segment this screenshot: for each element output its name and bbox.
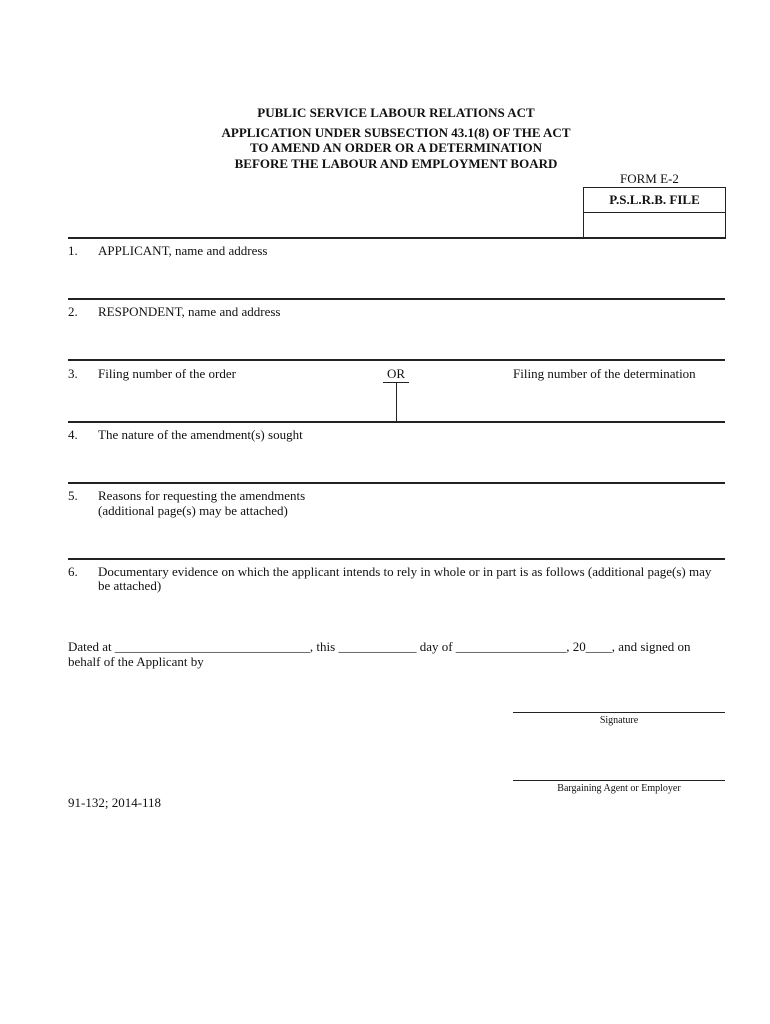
respondent-label: RESPONDENT, name and address — [98, 304, 281, 319]
order-filing-field[interactable] — [98, 385, 378, 419]
dated-line: Dated at ______________________________, this ____________ day of _________________, 20____, and signed on — [68, 639, 691, 654]
or-label: OR — [387, 366, 406, 381]
reasons-note: (additional page(s) may be attached) — [98, 503, 288, 518]
divider-3 — [68, 359, 725, 361]
application-title: APPLICATION UNDER SUBSECTION 43.1(8) OF THE ACT — [221, 125, 571, 140]
divider-5 — [68, 482, 725, 484]
file-number-label: P.S.L.R.B. FILE — [584, 188, 725, 213]
section-1-number: 1. — [68, 243, 78, 258]
divider-4 — [68, 421, 725, 423]
applicant-label: APPLICANT, name and address — [98, 243, 268, 258]
reasons-field[interactable] — [98, 522, 725, 556]
section-5-number: 5. — [68, 488, 78, 503]
applicant-field[interactable] — [98, 262, 725, 296]
determination-filing-field[interactable] — [415, 385, 725, 419]
reasons-label: Reasons for requesting the amendments — [98, 488, 306, 503]
section-4-number: 4. — [68, 427, 78, 442]
divider-1 — [68, 237, 725, 239]
section-3-number: 3. — [68, 366, 78, 381]
form-code: 91-132; 2014-118 — [68, 795, 162, 810]
board-title: BEFORE THE LABOUR AND EMPLOYMENT BOARD — [234, 156, 558, 171]
form-id: FORM E-2 — [620, 171, 679, 186]
respondent-field[interactable] — [98, 323, 725, 357]
divider-2 — [68, 298, 725, 300]
evidence-label: Documentary evidence on which the applicant intends to rely in whole or in part is as follows (additional page(s) may — [98, 564, 712, 579]
divider-6 — [68, 558, 725, 560]
or-vertical-divider — [396, 382, 397, 422]
amendment-nature-field[interactable] — [98, 446, 725, 480]
signature-line[interactable] — [513, 712, 725, 713]
agent-signature-line[interactable] — [513, 780, 725, 781]
file-number-box — [583, 187, 726, 239]
behalf-line: behalf of the Applicant by — [68, 654, 204, 669]
application-subtitle: TO AMEND AN ORDER OR A DETERMINATION — [249, 140, 543, 155]
signature-caption: Signature — [599, 715, 639, 726]
section-2-number: 2. — [68, 304, 78, 319]
evidence-field[interactable] — [98, 597, 725, 631]
file-number-field[interactable] — [584, 213, 725, 239]
agent-caption: Bargaining Agent or Employer — [557, 783, 681, 794]
section-6-number: 6. — [68, 564, 78, 579]
evidence-label-continued: be attached) — [98, 578, 162, 593]
order-filing-label: Filing number of the order — [98, 366, 236, 381]
amendment-nature-label: The nature of the amendment(s) sought — [98, 427, 303, 442]
determination-filing-label: Filing number of the determination — [513, 366, 696, 381]
act-title: PUBLIC SERVICE LABOUR RELATIONS ACT — [257, 105, 535, 120]
